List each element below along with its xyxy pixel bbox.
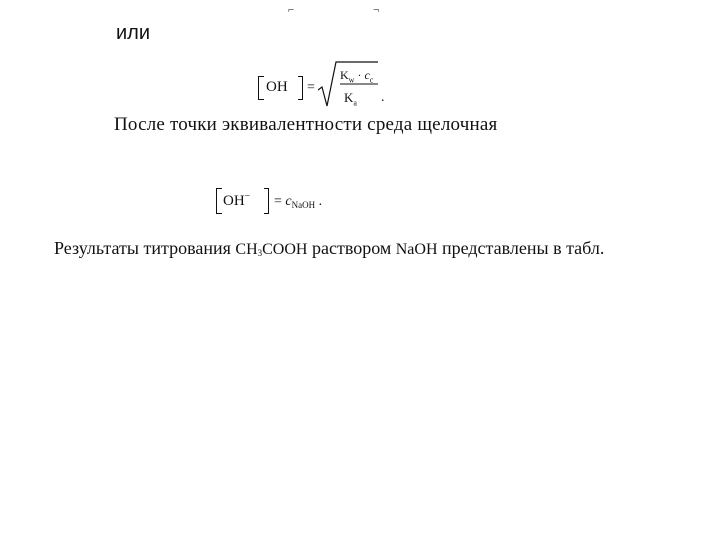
formula-rhs: = $c_{NaOH}$ . — [274, 194, 323, 210]
top-fragment: ⌐ ¬ — [288, 4, 418, 16]
trailing-period: . — [381, 90, 385, 105]
formula-oh-sqrt — [258, 58, 398, 118]
conjunction-text: или — [116, 22, 151, 44]
formula-lhs: OH− — [223, 191, 251, 209]
results-sentence: Результаты титрования $CH_3COOH$ раствором NaOH представлены в табл. — [54, 238, 605, 258]
formula-lhs: OH — [266, 79, 288, 95]
left-bracket — [258, 76, 264, 100]
right-bracket — [298, 76, 303, 100]
fraction-denominator: $K_a$ — [344, 90, 357, 108]
left-bracket — [216, 188, 222, 214]
formula-oh-naoh — [216, 186, 356, 218]
base-formula: NaOH — [395, 241, 438, 258]
acid-formula: $CH_3COOH$ — [235, 241, 308, 258]
fraction-numerator: $K_w \cdot c_c$ — [340, 68, 374, 85]
right-bracket — [264, 188, 269, 214]
statement-after-equivalence: После точки эквивалентности среда щелочная — [114, 114, 498, 135]
equals-sign: = — [307, 80, 315, 95]
